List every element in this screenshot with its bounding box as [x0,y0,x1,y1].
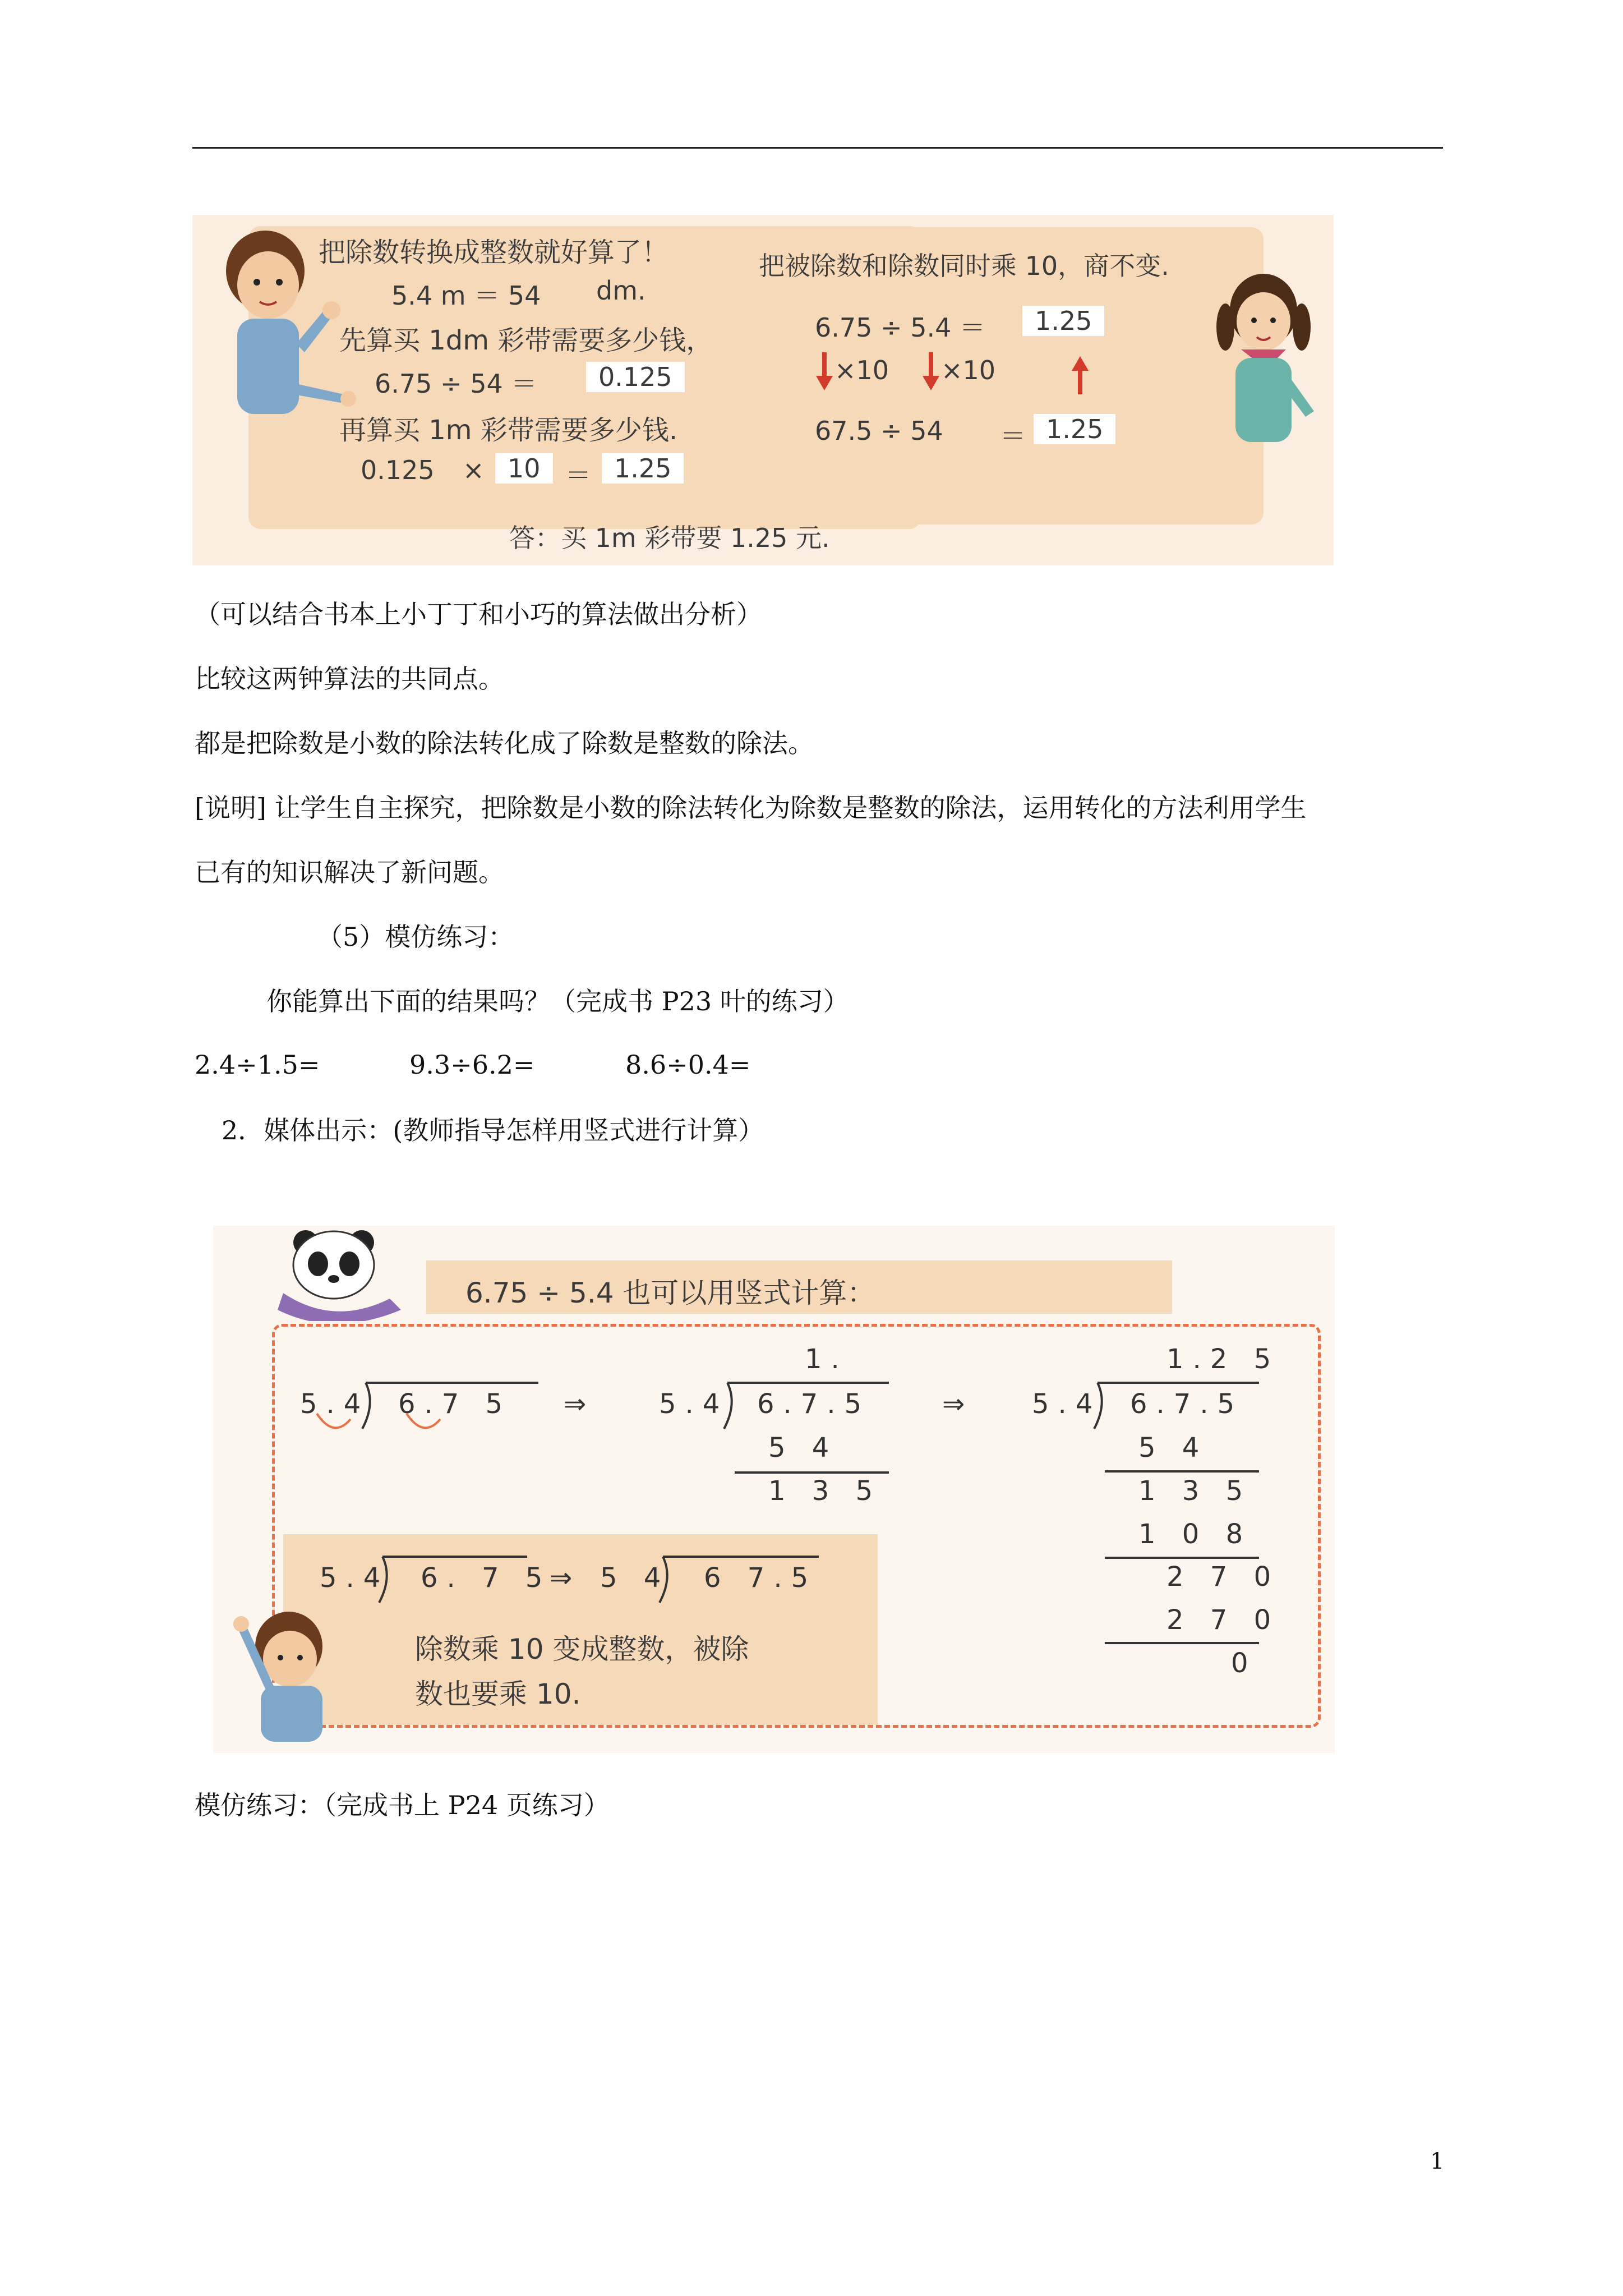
step3-rule-3 [1105,1642,1259,1644]
header-rule [192,147,1443,149]
mult-label-2: ×10 [941,355,996,385]
exercise-1: 2.4÷1.5= [195,1050,320,1080]
decimal-shift-marks [311,1402,468,1442]
left-line-2a: 5.4 m ＝ 54 [391,280,541,311]
paragraph-4b: 已有的知识解决了新问题。 [195,857,504,887]
hint-expr-c: 5 4 [600,1562,670,1594]
step3-row-5: 2 7 0 [1166,1604,1280,1636]
girl-illustration [1202,265,1325,456]
arrow-1: ⇒ [564,1388,596,1420]
figure-long-division [213,1226,1335,1753]
paragraph-8: 2．媒体出示：(教师指导怎样用竖式进行计算） [222,1115,764,1145]
paragraph-4a: [说明] 让学生自主探究，把除数是小数的除法转化为除数是整数的除法，运用转化的方法利用学生 [195,793,1307,823]
arrow-2: ⇒ [942,1388,974,1420]
step2-dividend: 6.7.5 [757,1388,871,1420]
right-line-2-expr: 6.75 ÷ 5.4 ＝ [815,312,985,343]
hint-line-1: 除数乘 10 变成整数，被除 [415,1633,749,1665]
step2-row-1: 5 4 [768,1432,838,1464]
step3-rule-2 [1105,1557,1259,1559]
right-line-2-answer: 1.25 [1022,306,1104,336]
paragraph-6: 你能算出下面的结果吗？（完成书 P23 叶的练习） [266,986,849,1016]
step3-quotient: 1.2 5 [1166,1343,1280,1375]
step1-divisor: 5.4 [300,1388,370,1420]
hint-expr-b: 6. 7 5 [421,1562,552,1594]
right-line-3-eq: ＝ [1000,421,1026,451]
left-line-4-answer: 0.125 [586,362,685,392]
step2-rule [735,1471,889,1474]
step3-row-3: 1 0 8 [1138,1519,1252,1550]
step3-row-2: 1 3 5 [1138,1475,1252,1507]
paragraph-2: 比较这两钟算法的共同点。 [195,664,504,694]
step3-row-4: 2 7 0 [1166,1561,1280,1593]
up-arrow-icon [1072,355,1089,394]
right-line-1: 把被除数和除数同时乘 10，商不变. [759,251,1169,281]
paragraph-1: （可以结合书本上小丁丁和小巧的算法做出分析） [195,599,762,629]
kid-illustration [216,1607,345,1742]
left-line-2b: dm. [596,275,646,306]
paragraph-3: 都是把除数是小数的除法转化成了除数是整数的除法。 [195,728,814,758]
hint-expr-a: 5.4 [320,1562,390,1594]
left-line-6-c: 10 [495,453,553,484]
step3-row-1: 5 4 [1138,1432,1209,1464]
step2-row-2: 1 3 5 [768,1475,882,1507]
step3-rule-1 [1105,1470,1259,1473]
left-line-1: 把除数转换成整数就好算了！ [319,237,669,268]
step1-dividend: 6.7 5 [398,1388,512,1420]
down-arrow-icon [816,352,833,392]
left-line-6-a: 0.125 [361,455,435,485]
left-line-3: 先算买 1dm 彩带需要多少钱， [339,325,713,356]
down-arrow-icon [923,352,939,392]
hint-arrow: ⇒ [550,1562,582,1594]
exercise-2: 9.3÷6.2= [409,1050,535,1080]
page-number: 1 [1430,2148,1445,2174]
step3-dividend: 6.7.5 [1130,1388,1244,1420]
figure-division-explanation [192,215,1334,565]
step3-row-6: 0 [1231,1648,1257,1679]
figure1-answer: 答：买 1m 彩带要 1.25 元. [509,523,830,553]
hint-expr-d: 6 7.5 [704,1562,818,1594]
step2-divisor: 5.4 [659,1388,729,1420]
left-line-5: 再算买 1m 彩带需要多少钱. [339,415,678,446]
panda-illustration [272,1226,407,1321]
left-line-6-eq: ＝ [565,460,591,490]
left-line-4-expr: 6.75 ÷ 54 ＝ [375,369,537,399]
left-line-6-answer: 1.25 [602,453,684,484]
hint-line-2: 数也要乘 10. [415,1678,581,1710]
left-line-6-b: × [463,455,485,485]
paragraph-9: 模仿练习：（完成书上 P24 页练习） [195,1790,610,1820]
right-line-3-expr: 67.5 ÷ 54 [815,416,943,446]
right-line-3-answer: 1.25 [1034,414,1115,444]
step3-divisor: 5.4 [1032,1388,1102,1420]
mult-label-1: ×10 [834,355,889,385]
exercise-3: 8.6÷0.4= [625,1050,751,1080]
paragraph-5: （5）模仿练习： [317,922,514,952]
step2-quotient: 1. [805,1343,849,1375]
figure2-title: 6.75 ÷ 5.4 也可以用竖式计算： [465,1277,875,1309]
